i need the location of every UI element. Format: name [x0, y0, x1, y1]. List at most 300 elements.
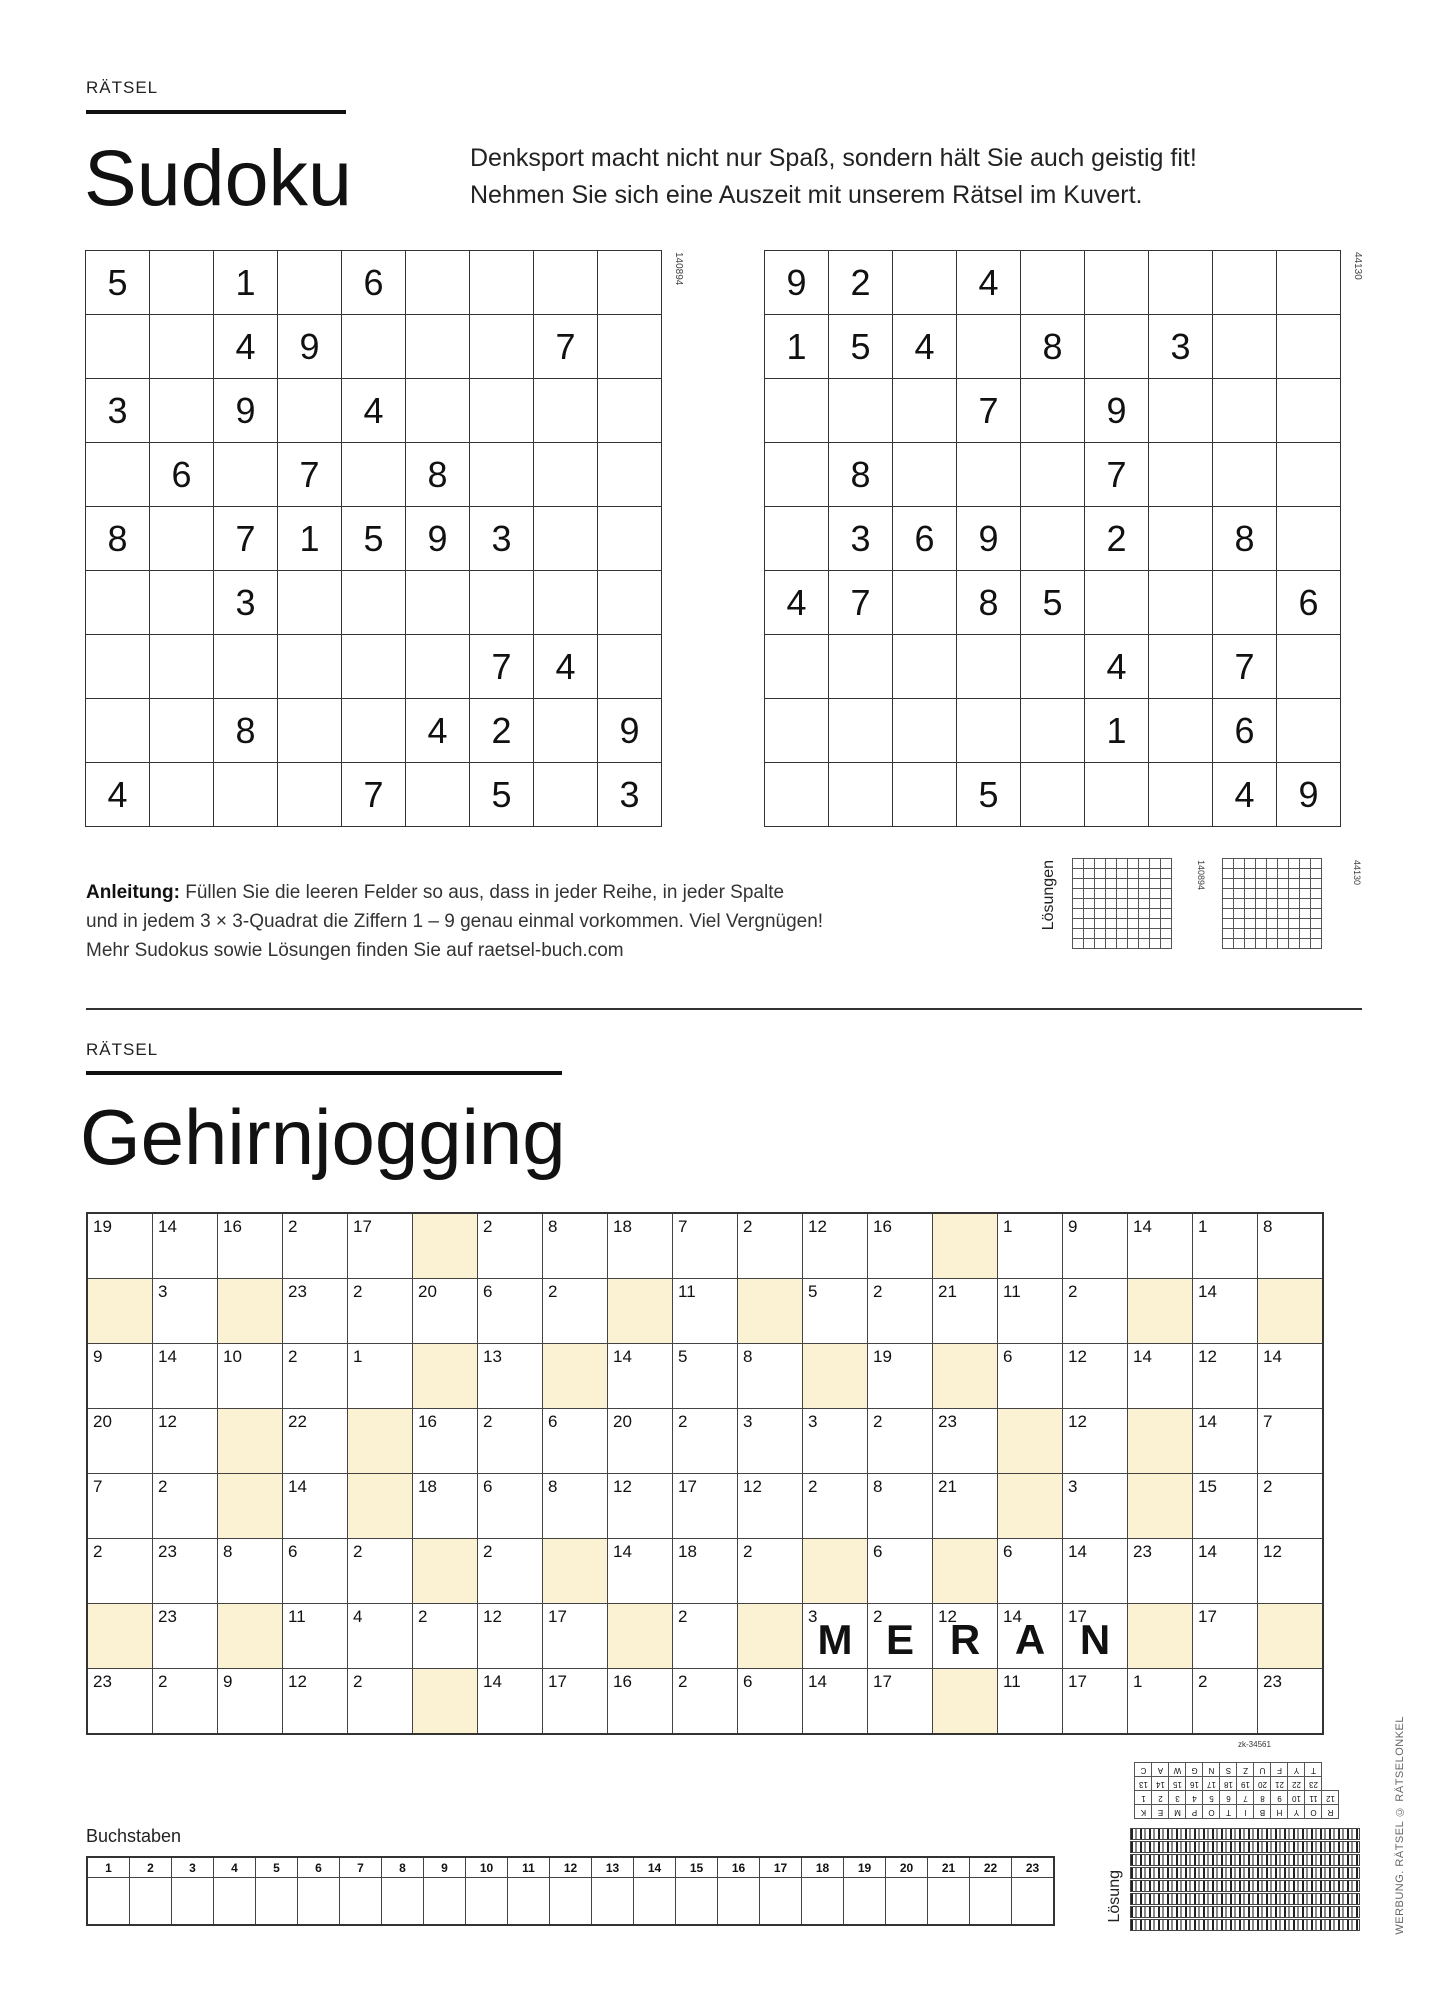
sudoku-cell[interactable]	[893, 763, 957, 827]
number-cell[interactable]	[348, 1279, 413, 1344]
sudoku-cell[interactable]	[470, 379, 534, 443]
sudoku-cell[interactable]	[1213, 251, 1277, 315]
sudoku-cell[interactable]	[1085, 571, 1149, 635]
number-cell[interactable]	[543, 1604, 608, 1669]
number-cell[interactable]	[1258, 1409, 1324, 1474]
sudoku-cell[interactable]	[893, 635, 957, 699]
sudoku-cell[interactable]: 6	[893, 507, 957, 571]
number-cell[interactable]	[673, 1409, 738, 1474]
number-cell[interactable]	[348, 1213, 413, 1279]
shaded-cell[interactable]	[998, 1474, 1063, 1539]
shaded-cell[interactable]	[1128, 1409, 1193, 1474]
number-cell[interactable]	[153, 1409, 218, 1474]
sudoku-cell[interactable]: 4	[214, 315, 278, 379]
shaded-cell[interactable]	[218, 1409, 283, 1474]
sudoku-cell[interactable]	[1277, 251, 1341, 315]
letter-input-cell[interactable]	[87, 1878, 130, 1926]
sudoku-cell[interactable]	[598, 571, 662, 635]
sudoku-cell[interactable]	[214, 635, 278, 699]
sudoku-cell[interactable]: 6	[1213, 699, 1277, 763]
sudoku-cell[interactable]	[150, 251, 214, 315]
sudoku-cell[interactable]	[86, 699, 150, 763]
sudoku-cell[interactable]: 5	[86, 251, 150, 315]
shaded-cell[interactable]	[218, 1474, 283, 1539]
sudoku-cell[interactable]	[534, 699, 598, 763]
number-cell[interactable]	[1063, 1344, 1128, 1409]
sudoku-cell[interactable]	[214, 443, 278, 507]
sudoku-cell[interactable]	[765, 635, 829, 699]
sudoku-cell[interactable]	[765, 763, 829, 827]
sudoku-cell[interactable]	[534, 379, 598, 443]
number-cell[interactable]	[933, 1279, 998, 1344]
sudoku-cell[interactable]: 9	[406, 507, 470, 571]
sudoku-cell[interactable]	[598, 507, 662, 571]
sudoku-cell[interactable]: 4	[765, 571, 829, 635]
sudoku-cell[interactable]	[406, 379, 470, 443]
number-cell[interactable]	[1063, 1669, 1128, 1735]
letter-input-cell[interactable]	[550, 1878, 592, 1926]
sudoku-cell[interactable]: 4	[86, 763, 150, 827]
number-cell[interactable]	[413, 1279, 478, 1344]
shaded-cell[interactable]	[803, 1344, 868, 1409]
sudoku-cell[interactable]	[829, 379, 893, 443]
number-cell[interactable]	[738, 1669, 803, 1735]
sudoku-cell[interactable]	[1021, 763, 1085, 827]
number-cell[interactable]	[608, 1409, 673, 1474]
sudoku-cell[interactable]	[470, 251, 534, 315]
sudoku-cell[interactable]: 7	[1085, 443, 1149, 507]
sudoku-cell[interactable]: 4	[406, 699, 470, 763]
number-cell[interactable]	[803, 1604, 868, 1669]
number-cell[interactable]	[998, 1604, 1063, 1669]
letter-input-cell[interactable]	[214, 1878, 256, 1926]
shaded-cell[interactable]	[413, 1539, 478, 1604]
sudoku-cell[interactable]	[214, 763, 278, 827]
number-cell[interactable]	[1193, 1474, 1258, 1539]
sudoku-cell[interactable]	[150, 699, 214, 763]
number-cell[interactable]	[933, 1604, 998, 1669]
letter-input-cell[interactable]	[508, 1878, 550, 1926]
number-cell[interactable]	[478, 1669, 543, 1735]
shaded-cell[interactable]	[413, 1344, 478, 1409]
sudoku-cell[interactable]	[957, 443, 1021, 507]
letter-input-cell[interactable]	[676, 1878, 718, 1926]
letter-input-cell[interactable]	[1012, 1878, 1055, 1926]
shaded-cell[interactable]	[738, 1279, 803, 1344]
number-cell[interactable]	[478, 1409, 543, 1474]
number-cell[interactable]	[1063, 1539, 1128, 1604]
sudoku-cell[interactable]: 9	[1085, 379, 1149, 443]
number-cell[interactable]	[153, 1344, 218, 1409]
shaded-cell[interactable]	[933, 1213, 998, 1279]
sudoku-cell[interactable]	[278, 635, 342, 699]
sudoku-cell[interactable]: 3	[470, 507, 534, 571]
sudoku-cell[interactable]	[470, 443, 534, 507]
sudoku-cell[interactable]: 8	[214, 699, 278, 763]
sudoku-cell[interactable]	[1149, 507, 1213, 571]
number-cell[interactable]	[283, 1344, 348, 1409]
sudoku-cell[interactable]	[406, 315, 470, 379]
sudoku-cell[interactable]	[1277, 507, 1341, 571]
number-cell[interactable]	[87, 1213, 153, 1279]
letter-input-cell[interactable]	[382, 1878, 424, 1926]
shaded-cell[interactable]	[1128, 1474, 1193, 1539]
sudoku-cell[interactable]	[1277, 635, 1341, 699]
sudoku-cell[interactable]: 2	[470, 699, 534, 763]
sudoku-cell[interactable]	[1277, 315, 1341, 379]
sudoku-cell[interactable]	[534, 571, 598, 635]
number-cell[interactable]	[87, 1474, 153, 1539]
number-cell[interactable]	[1063, 1213, 1128, 1279]
sudoku-cell[interactable]	[829, 699, 893, 763]
sudoku-cell[interactable]	[534, 443, 598, 507]
sudoku-cell[interactable]: 9	[765, 251, 829, 315]
sudoku-cell[interactable]	[893, 699, 957, 763]
sudoku-cell[interactable]	[406, 763, 470, 827]
number-cell[interactable]	[413, 1604, 478, 1669]
number-cell[interactable]	[348, 1539, 413, 1604]
number-cell[interactable]	[998, 1539, 1063, 1604]
sudoku-cell[interactable]	[1149, 699, 1213, 763]
sudoku-cell[interactable]	[598, 443, 662, 507]
number-cell[interactable]	[1258, 1213, 1324, 1279]
number-cell[interactable]	[803, 1213, 868, 1279]
sudoku-cell[interactable]: 2	[1085, 507, 1149, 571]
number-cell[interactable]	[1193, 1409, 1258, 1474]
sudoku-cell[interactable]	[278, 251, 342, 315]
number-cell[interactable]	[218, 1539, 283, 1604]
sudoku-cell[interactable]: 9	[278, 315, 342, 379]
sudoku-cell[interactable]	[1213, 443, 1277, 507]
sudoku-cell[interactable]	[829, 635, 893, 699]
sudoku-cell[interactable]: 6	[342, 251, 406, 315]
sudoku-cell[interactable]	[150, 763, 214, 827]
number-cell[interactable]	[1063, 1604, 1128, 1669]
sudoku-cell[interactable]	[534, 251, 598, 315]
sudoku-cell[interactable]: 3	[1149, 315, 1213, 379]
number-cell[interactable]	[153, 1604, 218, 1669]
number-cell[interactable]	[738, 1344, 803, 1409]
number-cell[interactable]	[1128, 1344, 1193, 1409]
number-cell[interactable]	[283, 1669, 348, 1735]
sudoku-cell[interactable]: 7	[214, 507, 278, 571]
sudoku-cell[interactable]: 4	[342, 379, 406, 443]
shaded-cell[interactable]	[87, 1604, 153, 1669]
sudoku-cell[interactable]	[1277, 443, 1341, 507]
sudoku-cell[interactable]	[893, 251, 957, 315]
sudoku-cell[interactable]	[86, 443, 150, 507]
sudoku-cell[interactable]	[1085, 315, 1149, 379]
letter-input-cell[interactable]	[928, 1878, 970, 1926]
sudoku-cell[interactable]: 5	[957, 763, 1021, 827]
sudoku-cell[interactable]	[278, 571, 342, 635]
number-cell[interactable]	[868, 1409, 933, 1474]
number-cell[interactable]	[218, 1669, 283, 1735]
sudoku-cell[interactable]: 8	[406, 443, 470, 507]
number-cell[interactable]	[478, 1213, 543, 1279]
number-cell[interactable]	[348, 1669, 413, 1735]
sudoku-cell[interactable]	[86, 635, 150, 699]
sudoku-cell[interactable]: 7	[470, 635, 534, 699]
number-cell[interactable]	[543, 1474, 608, 1539]
number-cell[interactable]	[218, 1344, 283, 1409]
number-cell[interactable]	[608, 1539, 673, 1604]
sudoku-cell[interactable]	[598, 635, 662, 699]
sudoku-cell[interactable]	[86, 571, 150, 635]
shaded-cell[interactable]	[218, 1604, 283, 1669]
number-cell[interactable]	[283, 1604, 348, 1669]
sudoku-cell[interactable]: 4	[893, 315, 957, 379]
number-cell[interactable]	[87, 1539, 153, 1604]
number-cell[interactable]	[283, 1279, 348, 1344]
sudoku-cell[interactable]: 4	[1085, 635, 1149, 699]
sudoku-cell[interactable]: 7	[957, 379, 1021, 443]
letter-input-cell[interactable]	[802, 1878, 844, 1926]
sudoku-cell[interactable]: 3	[214, 571, 278, 635]
sudoku-cell[interactable]: 5	[1021, 571, 1085, 635]
sudoku-cell[interactable]	[534, 763, 598, 827]
sudoku-cell[interactable]: 6	[1277, 571, 1341, 635]
number-cell[interactable]	[673, 1669, 738, 1735]
sudoku-cell[interactable]	[1021, 251, 1085, 315]
sudoku-cell[interactable]: 4	[957, 251, 1021, 315]
sudoku-cell[interactable]	[406, 251, 470, 315]
number-cell[interactable]	[673, 1279, 738, 1344]
number-cell[interactable]	[803, 1279, 868, 1344]
sudoku-cell[interactable]: 8	[1021, 315, 1085, 379]
sudoku-cell[interactable]: 3	[829, 507, 893, 571]
number-cell[interactable]	[1063, 1279, 1128, 1344]
number-cell[interactable]	[803, 1409, 868, 1474]
sudoku-cell[interactable]	[957, 315, 1021, 379]
number-cell[interactable]	[478, 1539, 543, 1604]
number-cell[interactable]	[153, 1539, 218, 1604]
letter-input-cell[interactable]	[130, 1878, 172, 1926]
sudoku-cell[interactable]: 7	[534, 315, 598, 379]
sudoku-cell[interactable]: 4	[1213, 763, 1277, 827]
sudoku-cell[interactable]	[406, 571, 470, 635]
sudoku-cell[interactable]	[765, 699, 829, 763]
number-cell[interactable]	[218, 1213, 283, 1279]
shaded-cell[interactable]	[933, 1539, 998, 1604]
number-cell[interactable]	[868, 1213, 933, 1279]
sudoku-cell[interactable]	[406, 635, 470, 699]
sudoku-cell[interactable]	[342, 699, 406, 763]
sudoku-cell[interactable]: 5	[470, 763, 534, 827]
shaded-cell[interactable]	[1258, 1279, 1324, 1344]
shaded-cell[interactable]	[348, 1474, 413, 1539]
sudoku-cell[interactable]	[1213, 571, 1277, 635]
number-cell[interactable]	[998, 1279, 1063, 1344]
sudoku-cell[interactable]: 1	[278, 507, 342, 571]
sudoku-cell[interactable]: 5	[342, 507, 406, 571]
sudoku-cell[interactable]: 9	[598, 699, 662, 763]
sudoku-cell[interactable]	[829, 763, 893, 827]
shaded-cell[interactable]	[1258, 1604, 1324, 1669]
sudoku-cell[interactable]	[1277, 699, 1341, 763]
shaded-cell[interactable]	[803, 1539, 868, 1604]
number-cell[interactable]	[1193, 1344, 1258, 1409]
sudoku-cell[interactable]	[278, 763, 342, 827]
number-cell[interactable]	[1193, 1539, 1258, 1604]
letter-input-cell[interactable]	[172, 1878, 214, 1926]
sudoku-cell[interactable]	[765, 379, 829, 443]
number-cell[interactable]	[153, 1474, 218, 1539]
number-cell[interactable]	[1128, 1213, 1193, 1279]
number-cell[interactable]	[153, 1279, 218, 1344]
shaded-cell[interactable]	[608, 1279, 673, 1344]
number-cell[interactable]	[478, 1474, 543, 1539]
sudoku-cell[interactable]	[598, 379, 662, 443]
sudoku-cell[interactable]: 1	[1085, 699, 1149, 763]
number-cell[interactable]	[1193, 1604, 1258, 1669]
sudoku-cell[interactable]: 7	[278, 443, 342, 507]
sudoku-cell[interactable]: 8	[86, 507, 150, 571]
sudoku-cell[interactable]	[150, 507, 214, 571]
sudoku-cell[interactable]	[470, 571, 534, 635]
number-cell[interactable]	[87, 1344, 153, 1409]
sudoku-cell[interactable]: 3	[598, 763, 662, 827]
number-cell[interactable]	[868, 1279, 933, 1344]
number-cell[interactable]	[283, 1474, 348, 1539]
sudoku-cell[interactable]: 6	[150, 443, 214, 507]
number-cell[interactable]	[738, 1539, 803, 1604]
sudoku-cell[interactable]: 5	[829, 315, 893, 379]
number-cell[interactable]	[673, 1474, 738, 1539]
number-cell[interactable]	[1193, 1213, 1258, 1279]
sudoku-cell[interactable]: 7	[342, 763, 406, 827]
letter-input-cell[interactable]	[634, 1878, 676, 1926]
sudoku-cell[interactable]	[150, 379, 214, 443]
shaded-cell[interactable]	[1128, 1279, 1193, 1344]
sudoku-cell[interactable]: 1	[214, 251, 278, 315]
number-cell[interactable]	[868, 1604, 933, 1669]
shaded-cell[interactable]	[933, 1669, 998, 1735]
shaded-cell[interactable]	[543, 1344, 608, 1409]
number-cell[interactable]	[738, 1213, 803, 1279]
shaded-cell[interactable]	[1128, 1604, 1193, 1669]
sudoku-cell[interactable]: 4	[534, 635, 598, 699]
sudoku-cell[interactable]: 8	[829, 443, 893, 507]
number-cell[interactable]	[868, 1539, 933, 1604]
letter-input-cell[interactable]	[970, 1878, 1012, 1926]
number-cell[interactable]	[153, 1669, 218, 1735]
number-cell[interactable]	[608, 1344, 673, 1409]
sudoku-cell[interactable]: 1	[765, 315, 829, 379]
sudoku-cell[interactable]: 2	[829, 251, 893, 315]
sudoku-cell[interactable]	[598, 251, 662, 315]
sudoku-cell[interactable]	[1085, 763, 1149, 827]
sudoku-cell[interactable]	[765, 507, 829, 571]
shaded-cell[interactable]	[933, 1344, 998, 1409]
number-cell[interactable]	[283, 1409, 348, 1474]
letter-input-cell[interactable]	[256, 1878, 298, 1926]
number-cell[interactable]	[608, 1669, 673, 1735]
number-cell[interactable]	[1258, 1669, 1324, 1735]
number-cell[interactable]	[1193, 1279, 1258, 1344]
sudoku-cell[interactable]	[1277, 379, 1341, 443]
number-cell[interactable]	[673, 1213, 738, 1279]
number-cell[interactable]	[348, 1344, 413, 1409]
letter-input-cell[interactable]	[424, 1878, 466, 1926]
sudoku-cell[interactable]: 9	[214, 379, 278, 443]
number-cell[interactable]	[543, 1279, 608, 1344]
number-cell[interactable]	[998, 1344, 1063, 1409]
sudoku-cell[interactable]	[1021, 379, 1085, 443]
sudoku-cell[interactable]	[534, 507, 598, 571]
number-cell[interactable]	[868, 1669, 933, 1735]
shaded-cell[interactable]	[998, 1409, 1063, 1474]
sudoku-cell[interactable]	[1149, 379, 1213, 443]
number-cell[interactable]	[998, 1213, 1063, 1279]
sudoku-cell[interactable]	[957, 699, 1021, 763]
sudoku-cell[interactable]	[86, 315, 150, 379]
number-cell[interactable]	[87, 1409, 153, 1474]
sudoku-cell[interactable]: 3	[86, 379, 150, 443]
number-cell[interactable]	[998, 1669, 1063, 1735]
sudoku-cell[interactable]	[342, 635, 406, 699]
number-cell[interactable]	[543, 1213, 608, 1279]
sudoku-cell[interactable]	[1021, 699, 1085, 763]
sudoku-cell[interactable]	[1213, 315, 1277, 379]
letter-input-cell[interactable]	[592, 1878, 634, 1926]
letter-input-cell[interactable]	[886, 1878, 928, 1926]
number-cell[interactable]	[1128, 1669, 1193, 1735]
number-cell[interactable]	[673, 1344, 738, 1409]
sudoku-cell[interactable]: 7	[1213, 635, 1277, 699]
sudoku-cell[interactable]	[342, 315, 406, 379]
number-cell[interactable]	[153, 1213, 218, 1279]
shaded-cell[interactable]	[543, 1539, 608, 1604]
number-cell[interactable]	[933, 1409, 998, 1474]
number-cell[interactable]	[1258, 1474, 1324, 1539]
shaded-cell[interactable]	[413, 1669, 478, 1735]
number-cell[interactable]	[478, 1604, 543, 1669]
sudoku-cell[interactable]	[1021, 443, 1085, 507]
sudoku-cell[interactable]	[278, 699, 342, 763]
sudoku-cell[interactable]	[278, 379, 342, 443]
number-cell[interactable]	[868, 1344, 933, 1409]
number-cell[interactable]	[803, 1669, 868, 1735]
sudoku-cell[interactable]	[1149, 763, 1213, 827]
number-cell[interactable]	[1128, 1539, 1193, 1604]
number-cell[interactable]	[543, 1669, 608, 1735]
sudoku-cell[interactable]	[150, 571, 214, 635]
sudoku-cell[interactable]	[598, 315, 662, 379]
letter-input-cell[interactable]	[466, 1878, 508, 1926]
number-cell[interactable]	[543, 1409, 608, 1474]
shaded-cell[interactable]	[413, 1213, 478, 1279]
sudoku-cell[interactable]	[1149, 443, 1213, 507]
sudoku-cell[interactable]	[1213, 379, 1277, 443]
number-cell[interactable]	[348, 1604, 413, 1669]
sudoku-cell[interactable]	[1149, 635, 1213, 699]
number-cell[interactable]	[1193, 1669, 1258, 1735]
sudoku-cell[interactable]: 8	[1213, 507, 1277, 571]
letter-input-cell[interactable]	[340, 1878, 382, 1926]
sudoku-cell[interactable]: 9	[957, 507, 1021, 571]
number-cell[interactable]	[673, 1539, 738, 1604]
number-cell[interactable]	[933, 1474, 998, 1539]
sudoku-cell[interactable]	[1149, 571, 1213, 635]
number-cell[interactable]	[608, 1474, 673, 1539]
number-cell[interactable]	[413, 1474, 478, 1539]
sudoku-cell[interactable]: 8	[957, 571, 1021, 635]
sudoku-cell[interactable]	[1021, 507, 1085, 571]
sudoku-cell[interactable]	[342, 571, 406, 635]
shaded-cell[interactable]	[608, 1604, 673, 1669]
sudoku-cell[interactable]	[1149, 251, 1213, 315]
